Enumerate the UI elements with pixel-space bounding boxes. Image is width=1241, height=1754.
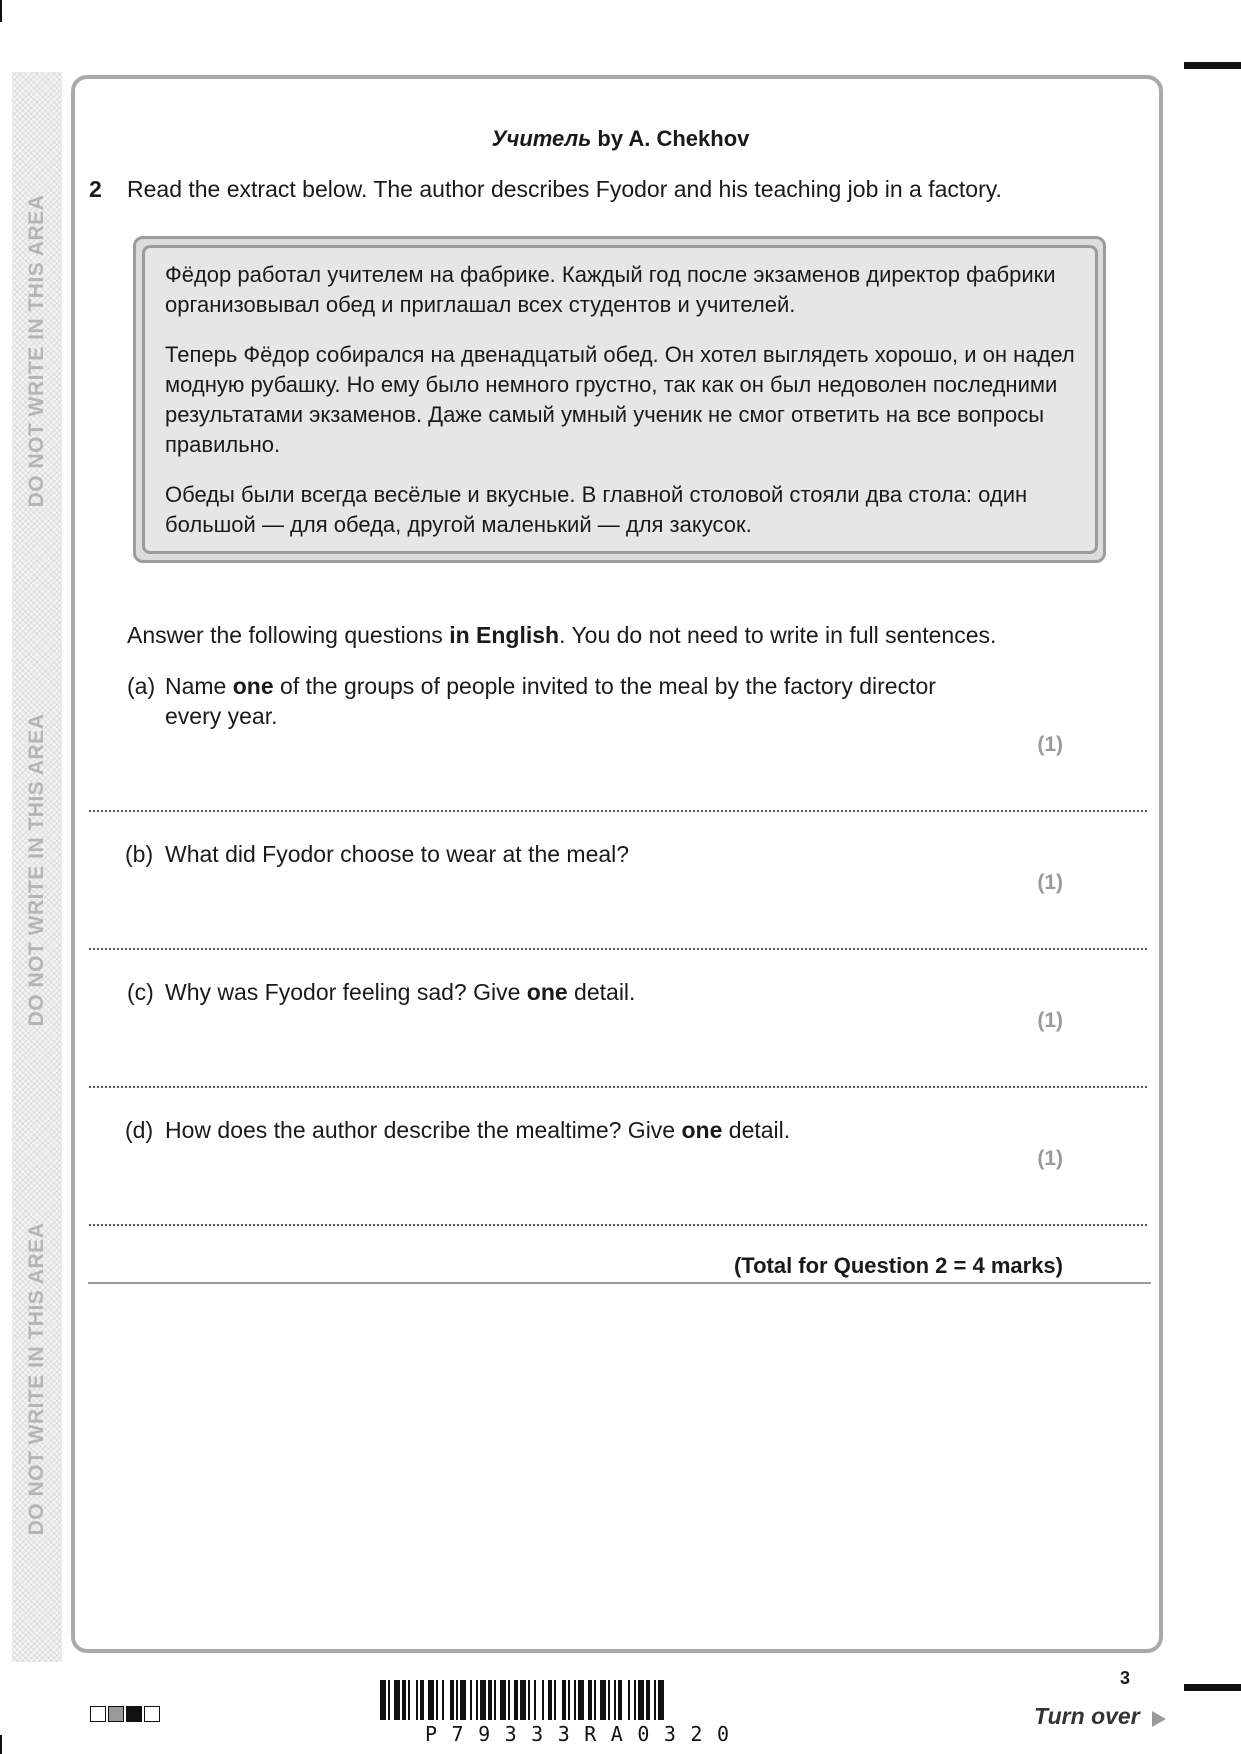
marks-d: (1) bbox=[1037, 1147, 1063, 1170]
answer-line-a[interactable] bbox=[89, 810, 1147, 812]
extract-paragraph: Теперь Фёдор собирался на двенадцатый обед. Он хотел выглядеть хорошо, и он надел модную рубашку. Но ему было немного грустно, так как он был недоволен последними результатами экзаменов. Даже самый умный ученик не смог ответить на все вопросы правильно. bbox=[165, 342, 1075, 457]
answer-line-c[interactable] bbox=[89, 1086, 1147, 1088]
crop-mark bbox=[0, 1735, 2, 1754]
title-russian: Учитель bbox=[491, 126, 592, 151]
subquestion-a bbox=[127, 671, 1027, 731]
question-number: 2 bbox=[89, 176, 102, 202]
subquestion-c bbox=[127, 977, 1027, 1007]
barcode bbox=[380, 1680, 863, 1720]
arrow-right-icon bbox=[1152, 1711, 1166, 1727]
total-marks: (Total for Question 2 = 4 marks) bbox=[733, 1253, 1063, 1278]
subquestion-text: What did Fyodor choose to wear at the meal? bbox=[165, 841, 630, 867]
extract-title bbox=[0, 126, 1241, 152]
subquestion-label: (c) bbox=[127, 979, 154, 1005]
total-rule bbox=[88, 1282, 1151, 1284]
subquestion-label: (a) bbox=[127, 673, 156, 699]
square-markers bbox=[90, 1706, 160, 1722]
subquestion-d bbox=[125, 1115, 1025, 1145]
subquestion-text: Why was Fyodor feeling sad? Give one detail. bbox=[165, 979, 636, 1005]
turn-over-label: Turn over bbox=[1034, 1703, 1140, 1729]
crop-mark bbox=[1184, 62, 1241, 69]
question-intro: Read the extract below. The author describes Fyodor and his teaching job in a factory. bbox=[127, 176, 1002, 202]
crop-mark bbox=[0, 0, 2, 22]
crop-mark bbox=[1184, 1684, 1241, 1691]
page-number: 3 bbox=[1120, 1668, 1131, 1688]
extract-box bbox=[142, 245, 1098, 554]
barcode-text: P79333RA0320 bbox=[425, 1722, 744, 1746]
answer-line-d[interactable] bbox=[89, 1224, 1147, 1226]
subquestion-label: (d) bbox=[125, 1117, 154, 1143]
extract-paragraph: Фёдор работал учителем на фабрике. Каждый год после экзаменов директор фабрики организовывал обед и приглашал всех студентов и учителей. bbox=[165, 262, 1056, 317]
marks-a: (1) bbox=[1037, 733, 1063, 756]
instruction: Answer the following questions in English. You do not need to write in full sentences. bbox=[127, 622, 997, 648]
subquestion-b bbox=[125, 839, 1025, 869]
subquestion-text: How does the author describe the mealtime? Give one detail. bbox=[165, 1117, 791, 1143]
marks-b: (1) bbox=[1037, 871, 1063, 894]
subquestion-label: (b) bbox=[125, 841, 154, 867]
title-author: by A. Chekhov bbox=[591, 126, 750, 151]
answer-line-b[interactable] bbox=[89, 948, 1147, 950]
extract-paragraph: Обеды были всегда весёлые и вкусные. В главной столовой стояли два стола: один большой — для обеда, другой маленький — для закусок. bbox=[165, 482, 1028, 537]
marks-c: (1) bbox=[1037, 1009, 1063, 1032]
subquestion-text: Name one of the groups of people invited to the meal by the factory director every year. bbox=[165, 673, 936, 729]
